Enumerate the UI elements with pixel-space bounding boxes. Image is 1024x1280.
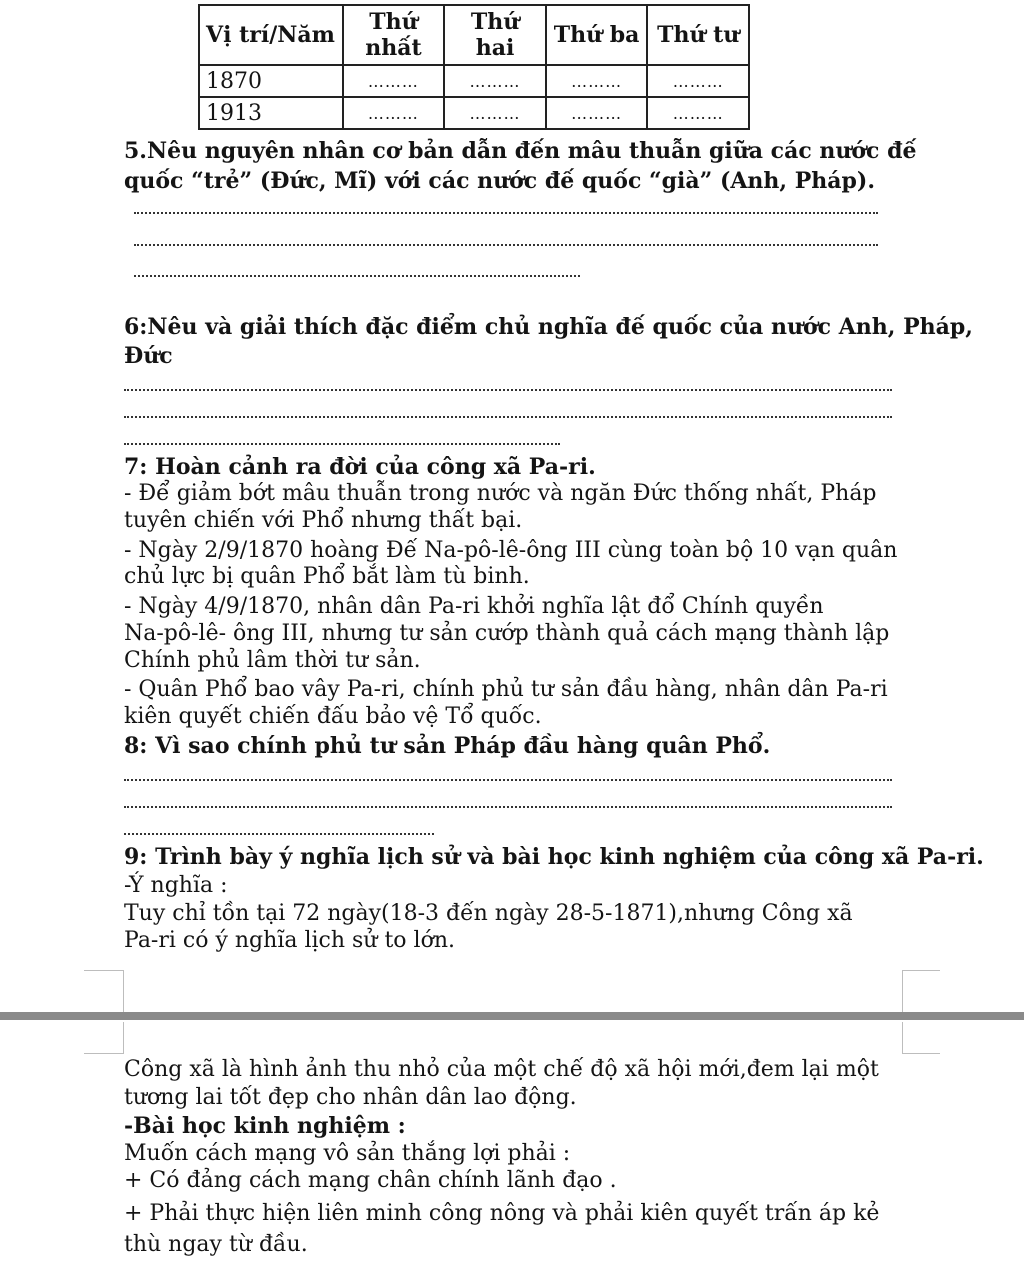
answer-line xyxy=(124,389,892,391)
table-cell: ……… xyxy=(343,97,445,129)
answer-line xyxy=(124,416,892,418)
margin-marker xyxy=(902,970,904,1016)
question-7-text-line: tuyên chiến với Phổ nhưng thất bại. xyxy=(124,508,523,533)
table-cell: ……… xyxy=(444,97,546,129)
question-9-title: 9: Trình bày ý nghĩa lịch sử và bài học kinh nghiệm của công xã Pa-ri. xyxy=(124,844,984,870)
table-row xyxy=(199,97,749,129)
question-7-text-line: - Ngày 4/9/1870, nhân dân Pa-ri khởi nghĩa lật đổ Chính quyền xyxy=(124,594,824,619)
margin-marker xyxy=(123,1022,125,1054)
question-5-line-2: quốc “trẻ” (Đức, Mĩ) với các nước đế quốc “già” (Anh, Pháp). xyxy=(124,168,875,194)
question-6-line-1: 6:Nêu và giải thích đặc điểm chủ nghĩa đế quốc của nước Anh, Pháp, xyxy=(124,314,973,340)
page2-text-line: Công xã là hình ảnh thu nhỏ của một chế độ xã hội mới,đem lại một xyxy=(124,1057,879,1082)
question-7-text-line: Chính phủ lâm thời tư sản. xyxy=(124,648,421,673)
question-6-line-2: Đức xyxy=(124,343,173,369)
answer-line xyxy=(124,443,560,445)
table-header-cell: Thứ hai xyxy=(444,5,546,65)
question-8-title: 8: Vì sao chính phủ tư sản Pháp đầu hàng quân Phổ. xyxy=(124,733,771,759)
page-separator xyxy=(0,1012,1024,1020)
question-7-text-line: kiên quyết chiến đấu bảo vệ Tổ quốc. xyxy=(124,704,542,729)
table-cell: ……… xyxy=(647,97,749,129)
question-5-line-1: 5.Nêu nguyên nhân cơ bản dẫn đến mâu thuẫn giữa các nước đế xyxy=(124,138,917,164)
answer-line xyxy=(134,212,878,214)
question-7-text-line: - Ngày 2/9/1870 hoàng Đế Na-pô-lê-ông III cùng toàn bộ 10 vạn quân xyxy=(124,538,898,563)
table-cell: ……… xyxy=(343,65,445,97)
answer-line xyxy=(124,833,434,835)
table-cell: ……… xyxy=(647,65,749,97)
page2-text-line: tương lai tốt đẹp cho nhân dân lao động. xyxy=(124,1085,577,1110)
question-7-text-line: - Để giảm bớt mâu thuẫn trong nước và ngăn Đức thống nhất, Pháp xyxy=(124,481,877,506)
question-7-title: 7: Hoàn cảnh ra đời của công xã Pa-ri. xyxy=(124,454,596,480)
table-row xyxy=(199,65,749,97)
question-7-text-line: chủ lực bị quân Phổ bắt làm tù binh. xyxy=(124,564,530,589)
table-year-cell: 1870 xyxy=(199,65,343,97)
table-year-cell: 1913 xyxy=(199,97,343,129)
table-cell: ……… xyxy=(444,65,546,97)
lesson-label: -Bài học kinh nghiệm : xyxy=(124,1113,406,1139)
lesson-text-line: thù ngay từ đầu. xyxy=(124,1232,308,1257)
answer-line xyxy=(124,806,892,808)
table-header-cell: Thứ nhất xyxy=(343,5,445,65)
table-cell: ……… xyxy=(546,97,648,129)
margin-marker xyxy=(84,970,124,972)
table-header-row xyxy=(199,5,749,65)
meaning-text-line: Pa-ri có ý nghĩa lịch sử to lớn. xyxy=(124,928,455,953)
meaning-label: -Ý nghĩa : xyxy=(124,873,228,898)
lesson-text-line: Muốn cách mạng vô sản thắng lợi phải : xyxy=(124,1141,571,1166)
lesson-text-line: + Phải thực hiện liên minh công nông và phải kiên quyết trấn áp kẻ xyxy=(124,1201,880,1226)
table-header-cell: Thứ ba xyxy=(546,5,648,65)
table-header-cell: Thứ tư xyxy=(647,5,749,65)
meaning-text-line: Tuy chỉ tồn tại 72 ngày(18-3 đến ngày 28-5-1871),nhưng Công xã xyxy=(124,901,853,926)
table-cell: ……… xyxy=(546,65,648,97)
answer-line xyxy=(134,275,580,277)
margin-marker xyxy=(902,970,940,972)
ranking-table xyxy=(198,4,750,130)
lesson-text-line: + Có đảng cách mạng chân chính lãnh đạo . xyxy=(124,1168,617,1193)
margin-marker xyxy=(902,1053,940,1055)
question-7-text-line: - Quân Phổ bao vây Pa-ri, chính phủ tư sản đầu hàng, nhân dân Pa-ri xyxy=(124,677,888,702)
answer-line xyxy=(134,244,878,246)
table-header-cell: Vị trí/Năm xyxy=(199,5,343,65)
question-7-text-line: Na-pô-lê- ông III, nhưng tư sản cướp thành quả cách mạng thành lập xyxy=(124,621,890,646)
answer-line xyxy=(124,779,892,781)
margin-marker xyxy=(84,1053,124,1055)
margin-marker xyxy=(123,970,125,1016)
margin-marker xyxy=(902,1022,904,1054)
